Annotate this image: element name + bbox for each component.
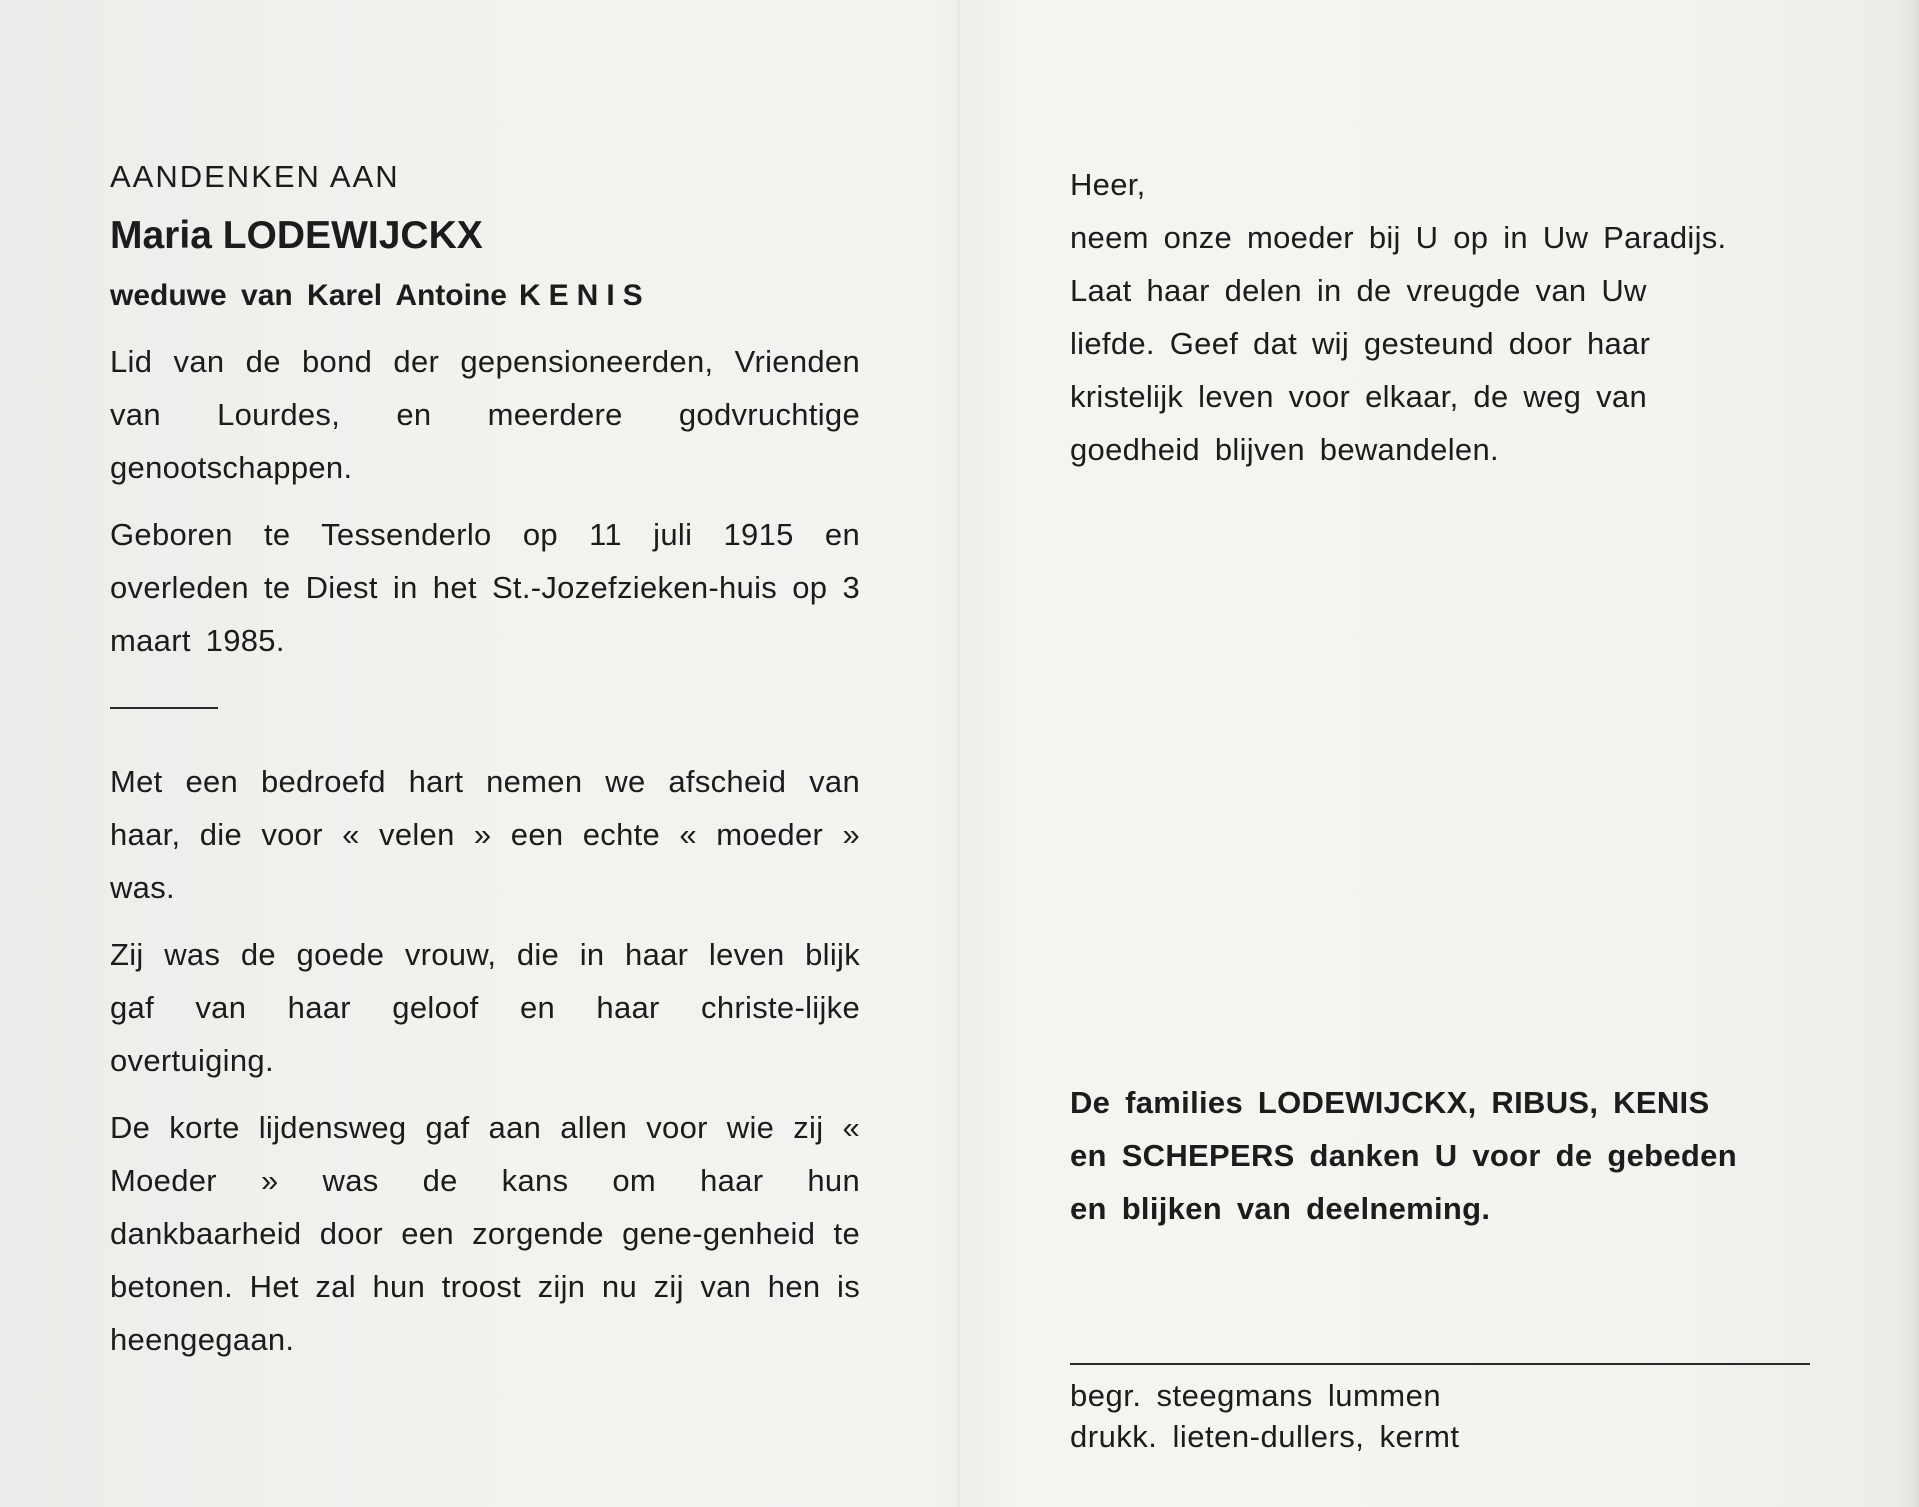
- card-fold: [957, 0, 961, 1507]
- birth-death-paragraph: Geboren te Tessenderlo op 11 juli 1915 en overleden te Diest in het St.-Jozefzieken-huis op 3 maart 1985.: [110, 517, 860, 658]
- left-panel: [110, 150, 860, 1366]
- widow-surname: KENIS: [518, 279, 651, 312]
- prayer-line: goedheid blijven bewandelen.: [1070, 432, 1499, 467]
- prayer-line: Laat haar delen in de vreugde van Uw: [1070, 273, 1647, 308]
- thanks-line: en blijken van deelneming.: [1070, 1191, 1491, 1226]
- right-panel: [1070, 158, 1815, 1457]
- prayer-line: Heer,: [1070, 167, 1146, 202]
- prayer-line: liefde. Geef dat wij gesteund door haar: [1070, 326, 1651, 361]
- undertaker-line: begr. steegmans lummen: [1070, 1378, 1442, 1413]
- thanks-line: De families LODEWIJCKX, RIBUS, KENIS: [1070, 1085, 1710, 1120]
- deceased-first-name: Maria: [110, 214, 212, 257]
- memorial-heading: AANDENKEN AAN: [110, 159, 400, 194]
- prayer-line: neem onze moeder bij U op in Uw Paradijs.: [1070, 220, 1727, 255]
- widow-prefix: weduwe van Karel Antoine: [110, 279, 507, 312]
- thanks-block: [1070, 1076, 1815, 1235]
- section-divider: [110, 707, 218, 709]
- deceased-name: [110, 207, 860, 265]
- prayer-block: [1070, 158, 1815, 476]
- card-edge-shadow: [1897, 0, 1919, 1507]
- faith-paragraph: Zij was de goede vrouw, die in haar leven blijk gaf van haar geloof en haar christe-lijke overtuiging.: [110, 937, 860, 1078]
- prayer-line: kristelijk leven voor elkaar, de weg van: [1070, 379, 1647, 414]
- suffering-paragraph: De korte lijdensweg gaf aan allen voor wie zij « Moeder » was de kans om haar hun dankbaarheid door een zorgende gene-genheid te betonen. Het zal hun troost zijn nu zij van hen is heengegaan.: [110, 1110, 860, 1357]
- printer-block: [1070, 1363, 1815, 1457]
- printer-line: drukk. lieten-dullers, kermt: [1070, 1419, 1460, 1454]
- printer-divider: [1070, 1363, 1810, 1365]
- thanks-line: en SCHEPERS danken U voor de gebeden: [1070, 1138, 1737, 1173]
- membership-paragraph: Lid van de bond der gepensioneerden, Vrienden van Lourdes, en meerdere godvruchtige genootschappen.: [110, 344, 860, 485]
- widow-line: [110, 271, 860, 321]
- deceased-last-name: LODEWIJCKX: [222, 214, 483, 257]
- farewell-paragraph: Met een bedroefd hart nemen we afscheid van haar, die voor « velen » een echte « moeder » was.: [110, 764, 860, 905]
